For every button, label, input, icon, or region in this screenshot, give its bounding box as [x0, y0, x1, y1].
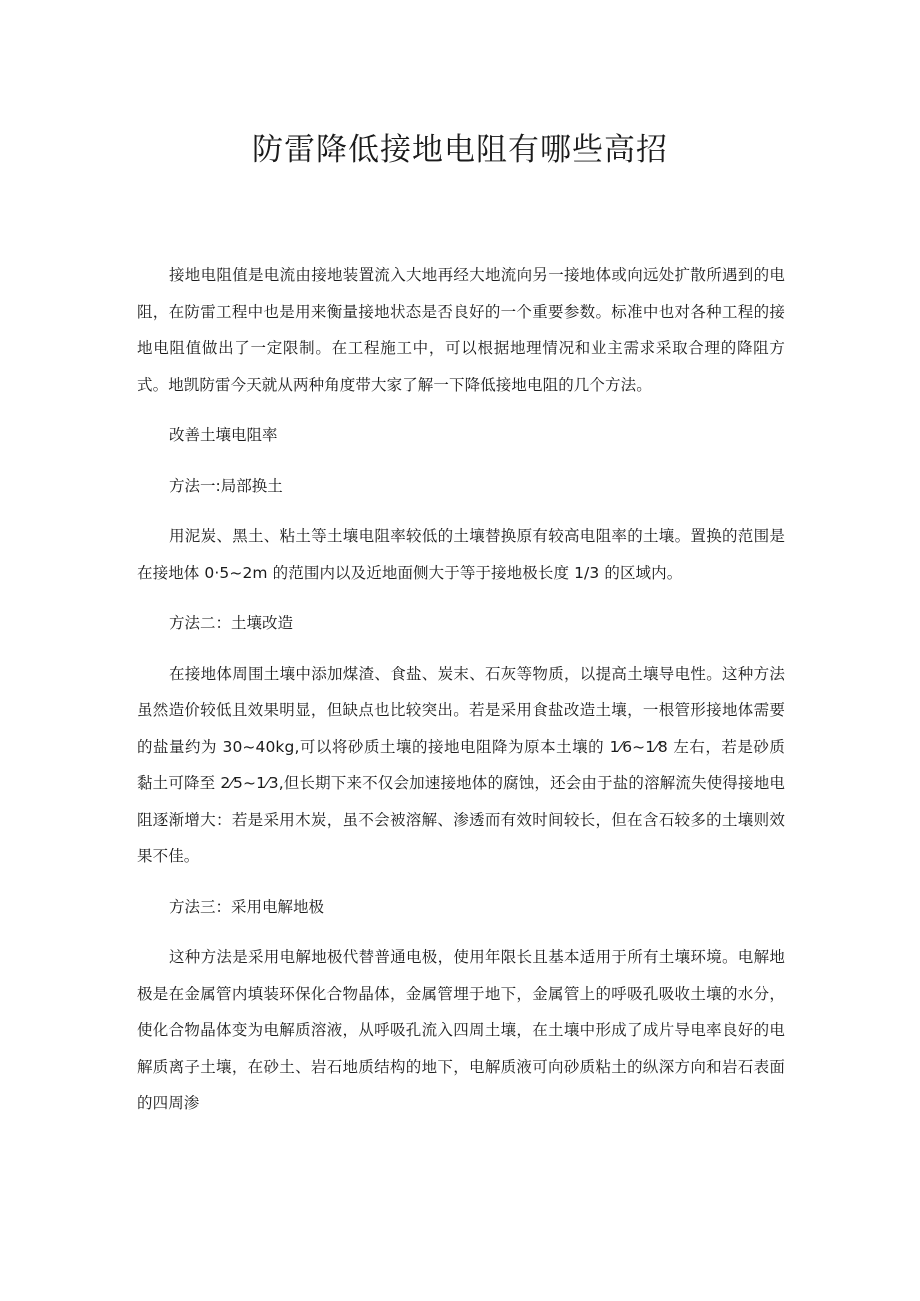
- method-one-heading: 方法一:局部换土: [169, 476, 283, 495]
- paragraph-intro: 接地电阻值是电流由接地装置流入大地再经大地流向另一接地体或向远处扩散所遇到的电阻，在防雷工程中也是用来衡量接地状态是否良好的一个重要参数。标准中也对各种工程的接地电阻值做出了一定限制。在工程施工中，可以根据地理情况和业主需求采取合理的降阻方式。地凯防雷今天就从两种角度带大家了解一下降低接地电阻的几个方法。: [137, 266, 785, 394]
- paragraph-method-one: 用泥炭、黑土、粘土等土壤电阻率较低的土壤替换原有较高电阻率的土壤。置换的范围是在接地体 0·5~2m 的范围内以及近地面侧大于等于接地极长度 1/3 的区域内。: [137, 527, 785, 582]
- document-title: 防雷降低接地电阻有哪些高招: [252, 132, 668, 168]
- section-heading-soil-resistivity: 改善土壤电阻率: [169, 426, 278, 444]
- method-two-heading: 方法二：土壤改造: [169, 614, 294, 632]
- document-body: [137, 257, 785, 1136]
- paragraph-method-three: 这种方法是采用电解地极代替普通电极，使用年限长且基本适用于所有土壤环境。电解地极是在金属管内填装环保化合物晶体，金属管埋于地下，金属管上的呼吸孔吸收土壤的水分，使化合物晶体变为电解质溶液，从呼吸孔流入四周土壤，在土壤中形成了成片导电率良好的电解质离子土壤，在砂土、岩石地质结构的地下，电解质液可向砂质粘土的纵深方向和岩石表面的四周渗: [137, 948, 785, 1112]
- paragraph-method-two: 在接地体周围土壤中添加煤渣、食盐、炭末、石灰等物质，以提高土壤导电性。这种方法虽然造价较低且效果明显，但缺点也比较突出。若是采用食盐改造土壤，一根管形接地体需要的盐量约为 30~40kg,可以将砂质土壤的接地电阻降为原本土壤的 1⁄6~1⁄8 左右，若是砂质黏土可降至 2⁄5~1⁄3,但长期下来不仅会加速接地体的腐蚀，还会由于盐的溶解流失使得接地电阻逐渐增大：若是采用木炭，虽不会被溶解、渗透而有效时间较长，但在含石较多的土壤则效果不佳。: [137, 664, 786, 865]
- method-three-heading: 方法三：采用电解地极: [169, 897, 325, 916]
